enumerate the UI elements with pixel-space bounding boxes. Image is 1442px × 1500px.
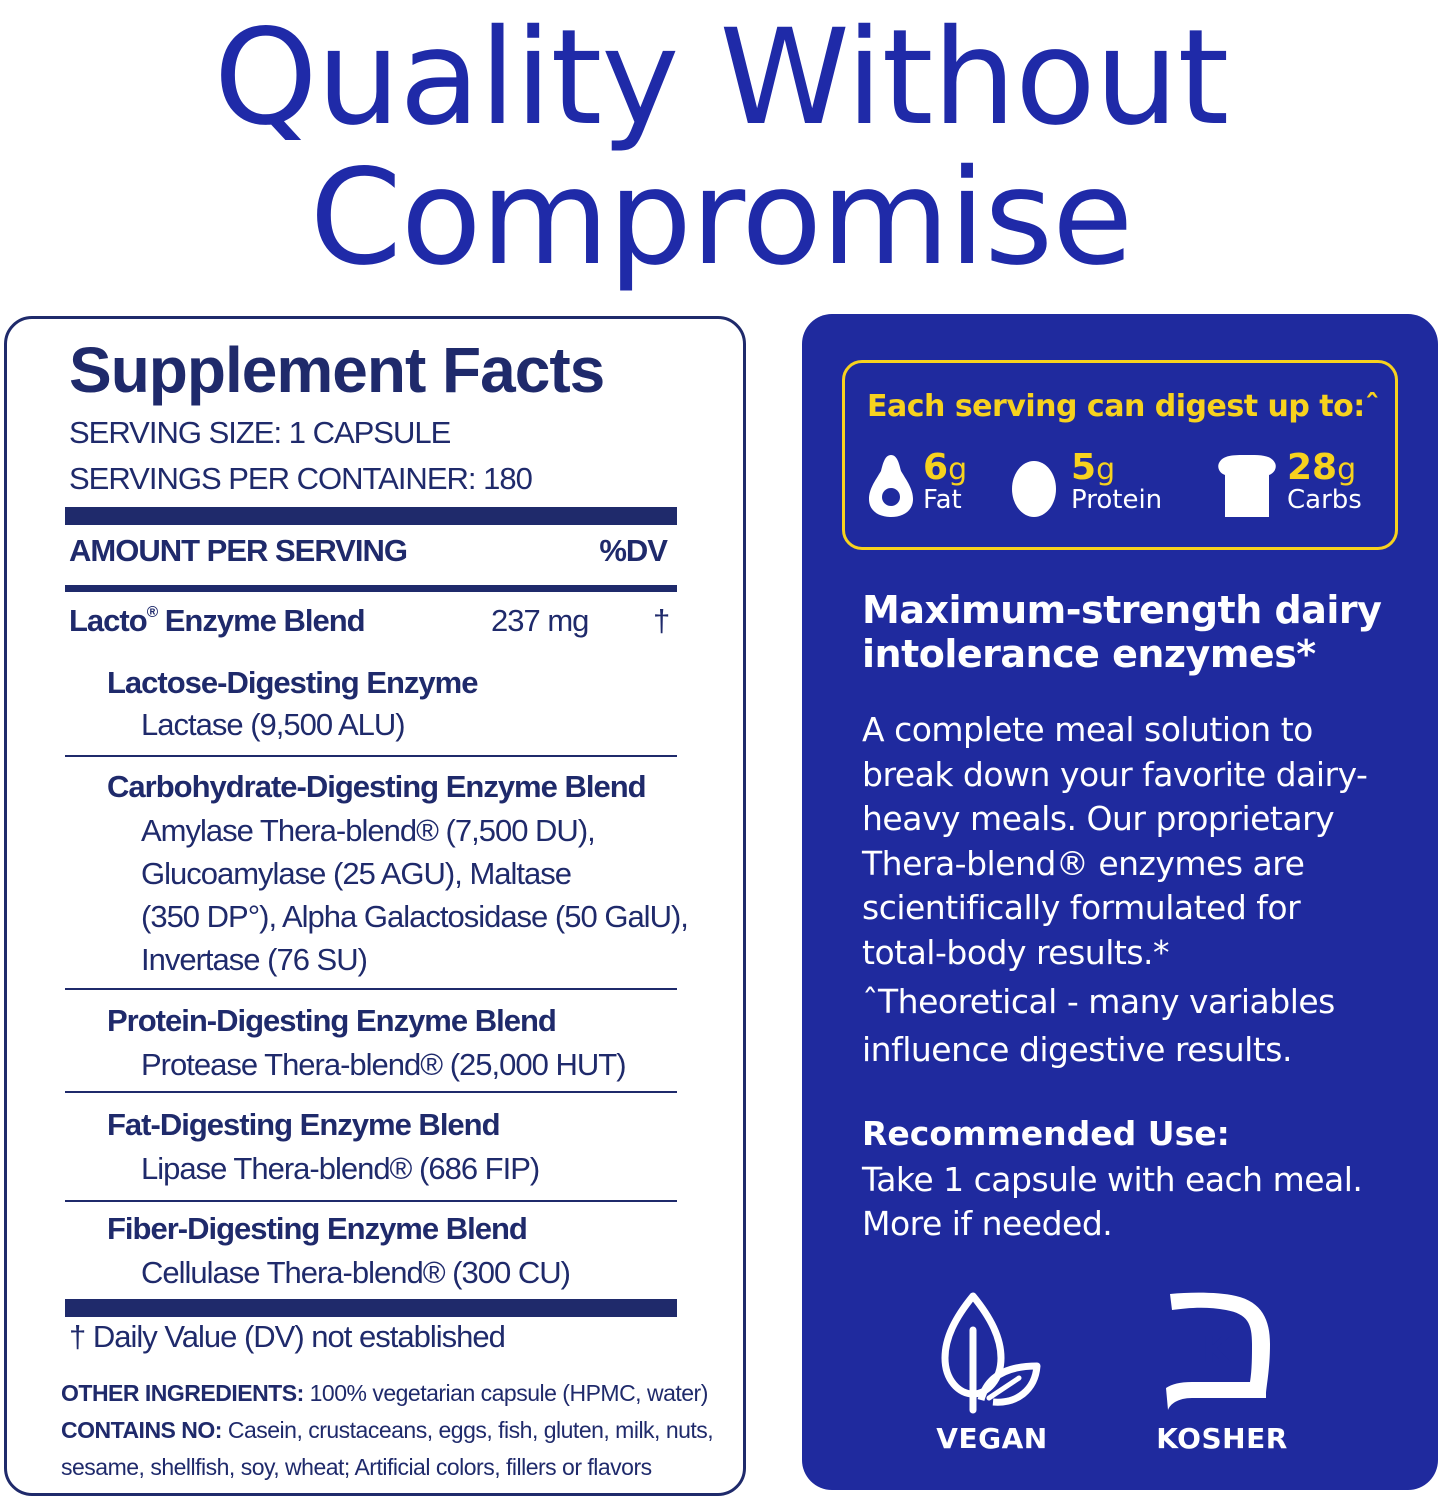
digest-capacity-box bbox=[842, 360, 1398, 550]
group-line: Invertase (76 SU) bbox=[141, 942, 367, 977]
vegan-leaf-icon bbox=[937, 1290, 1047, 1414]
kosher-k-icon bbox=[1162, 1290, 1282, 1414]
vegan-label: VEGAN bbox=[936, 1422, 1048, 1455]
info-body-line: heavy meals. Our proprietary bbox=[862, 799, 1335, 838]
info-body-line: total-body results.* bbox=[862, 932, 1170, 972]
group-title-protein: Protein-Digesting Enzyme Blend bbox=[107, 1003, 556, 1038]
blend-amount: 237 mg bbox=[491, 603, 589, 638]
nutrient-protein bbox=[1011, 447, 1191, 527]
info-body-line: scientifically formulated for bbox=[862, 888, 1301, 927]
carbs-amount-value: 28 bbox=[1287, 447, 1338, 488]
blend-name-post: Enzyme Blend bbox=[157, 603, 365, 638]
page-headline bbox=[0, 0, 1442, 300]
info-heading bbox=[862, 588, 1381, 676]
contains-no-text: Casein, crustaceans, eggs, fish, gluten, milk, nuts, bbox=[221, 1417, 714, 1443]
group-line: Amylase Thera-blend® (7,500 DU), bbox=[141, 813, 595, 848]
servings-per-container: SERVINGS PER CONTAINER: 180 bbox=[69, 461, 532, 496]
info-heading-line: intolerance enzymes* bbox=[862, 632, 1316, 676]
group-divider bbox=[65, 988, 677, 990]
group-line: Cellulase Thera-blend® (300 CU) bbox=[141, 1255, 570, 1290]
info-heading-line: Maximum-strength dairy bbox=[862, 588, 1382, 632]
kosher-k-symbol: K bbox=[1202, 1330, 1230, 1371]
facts-title: Supplement Facts bbox=[69, 334, 605, 406]
digest-title: Each serving can digest up to:ˆ bbox=[867, 389, 1380, 424]
protein-amount-unit: g bbox=[1096, 452, 1116, 487]
bread-icon bbox=[1217, 453, 1277, 519]
group-line: (350 DP°), Alpha Galactosidase (50 GalU), bbox=[141, 899, 688, 934]
fat-amount-value: 6 bbox=[923, 447, 949, 488]
divider-thick bbox=[65, 507, 677, 525]
supplement-facts-panel bbox=[4, 316, 746, 1496]
registered-mark: ® bbox=[146, 604, 158, 622]
product-info-panel bbox=[802, 314, 1438, 1490]
blend-name bbox=[69, 603, 365, 639]
group-line: Glucoamylase (25 AGU), Maltase bbox=[141, 856, 572, 891]
vegan-badge bbox=[902, 1290, 1082, 1470]
divider-thick bbox=[65, 1299, 677, 1317]
fat-amount-unit: g bbox=[948, 452, 968, 487]
rec-line: More if needed. bbox=[862, 1204, 1113, 1243]
group-title-carbohydrate: Carbohydrate-Digesting Enzyme Blend bbox=[107, 769, 646, 804]
avocado-icon bbox=[867, 453, 915, 519]
info-body-line: A complete meal solution to bbox=[862, 710, 1313, 749]
group-divider bbox=[65, 1091, 677, 1093]
blend-name-pre: Lacto bbox=[69, 603, 147, 638]
divider-medium bbox=[65, 585, 677, 592]
info-body-line: break down your favorite dairy- bbox=[862, 754, 1368, 794]
contains-no-label: CONTAINS NO: bbox=[61, 1417, 222, 1443]
nutrient-fat bbox=[867, 447, 1027, 527]
recommended-use-title: Recommended Use: bbox=[862, 1114, 1230, 1153]
nutrient-carbs bbox=[1217, 447, 1387, 527]
egg-icon bbox=[1011, 453, 1057, 519]
contains-no-continued: sesame, shellfish, soy, wheat; Artificial colors, fillers or flavors bbox=[61, 1454, 652, 1480]
serving-size: SERVING SIZE: 1 CAPSULE bbox=[69, 415, 451, 450]
fat-amount bbox=[923, 447, 967, 488]
carbs-amount bbox=[1287, 447, 1356, 488]
note-line: ˆTheoretical - many variables bbox=[862, 982, 1335, 1021]
kosher-badge bbox=[1132, 1290, 1312, 1470]
group-title-fiber: Fiber-Digesting Enzyme Blend bbox=[107, 1211, 527, 1246]
recommended-use-body bbox=[862, 1158, 1362, 1246]
blend-dv: † bbox=[653, 603, 671, 638]
info-body-line: Thera-blend® enzymes are bbox=[862, 843, 1305, 883]
info-body bbox=[862, 708, 1367, 975]
protein-amount bbox=[1071, 447, 1115, 488]
protein-label: Protein bbox=[1071, 485, 1163, 515]
contains-no bbox=[61, 1412, 713, 1449]
group-line: Protease Thera-blend® (25,000 HUT) bbox=[141, 1047, 626, 1082]
group-divider bbox=[65, 755, 677, 757]
other-ingredients-label: OTHER INGREDIENTS: bbox=[61, 1380, 304, 1406]
fat-label: Fat bbox=[923, 485, 962, 515]
group-divider bbox=[65, 1200, 677, 1202]
rec-line: Take 1 capsule with each meal. bbox=[862, 1160, 1363, 1199]
dv-footnote: † Daily Value (DV) not established bbox=[69, 1319, 505, 1354]
protein-amount-value: 5 bbox=[1071, 447, 1097, 488]
other-ingredients-text: 100% vegetarian capsule (HPMC, water) bbox=[303, 1380, 708, 1406]
group-title-lactose: Lactose-Digesting Enzyme bbox=[107, 665, 478, 700]
carbs-amount-unit: g bbox=[1337, 452, 1357, 487]
group-title-fat: Fat-Digesting Enzyme Blend bbox=[107, 1107, 500, 1142]
note-line: influence digestive results. bbox=[862, 1030, 1292, 1069]
headline-line-1: Quality Without bbox=[213, 1, 1229, 155]
carbs-label: Carbs bbox=[1287, 485, 1362, 515]
amount-per-serving-header: AMOUNT PER SERVING bbox=[69, 533, 407, 568]
group-line: Lactase (9,500 ALU) bbox=[141, 707, 405, 742]
group-line: Lipase Thera-blend® (686 FIP) bbox=[141, 1151, 540, 1186]
theoretical-note bbox=[862, 978, 1335, 1074]
headline-line-2: Compromise bbox=[309, 141, 1133, 295]
dv-header: %DV bbox=[599, 533, 667, 568]
kosher-label: KOSHER bbox=[1156, 1422, 1288, 1455]
other-ingredients bbox=[61, 1375, 708, 1412]
